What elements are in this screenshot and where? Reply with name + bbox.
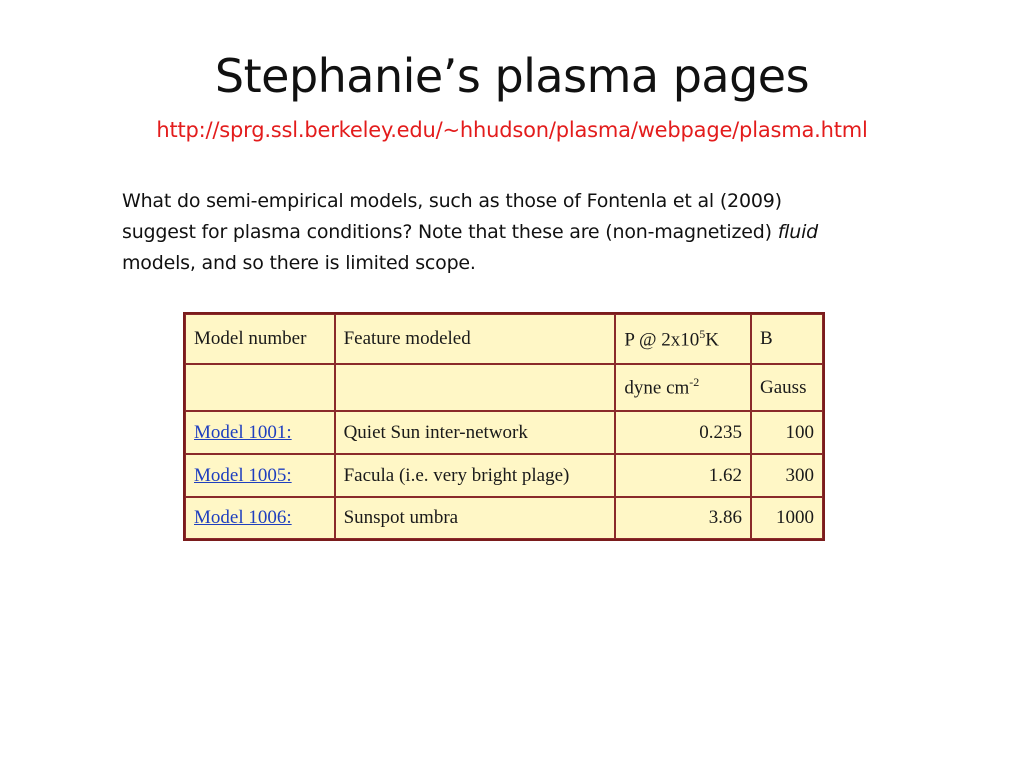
feature-cell: Quiet Sun inter-network [335,411,616,454]
model-link[interactable]: Model 1006: [194,507,292,528]
header-pressure-unit: K [705,329,719,351]
header-field: B [751,314,823,364]
table-header-row [185,314,823,364]
fluid-emphasis: fluid [777,221,819,243]
field-cell: 300 [751,454,823,497]
model-cell [185,497,335,539]
units-field: Gauss [751,364,823,411]
body-line-1: What do semi-empirical models, such as those of Fontenla et al (2009) [122,190,782,212]
field-cell: 100 [751,411,823,454]
body-line-2 [122,217,922,248]
models-table-frame [183,312,825,541]
pressure-cell: 0.235 [615,411,751,454]
models-table [185,314,823,539]
table-row [185,497,823,539]
body-line-3: models, and so there is limited scope. [122,252,476,274]
units-empty-2 [335,364,616,411]
header-model-number: Model number [185,314,335,364]
feature-cell: Facula (i.e. very bright plage) [335,454,616,497]
units-empty-1 [185,364,335,411]
field-cell: 1000 [751,497,823,539]
feature-cell: Sunspot umbra [335,497,616,539]
pressure-cell: 1.62 [615,454,751,497]
body-paragraph [122,186,922,279]
model-cell [185,411,335,454]
table-row [185,454,823,497]
units-pressure-exponent: -2 [689,375,700,390]
model-link[interactable]: Model 1005: [194,464,292,486]
header-feature-modeled: Feature modeled [335,314,616,364]
model-link[interactable]: Model 1001: [194,421,292,443]
table-row [185,411,823,454]
slide-title: Stephanie’s plasma pages [214,49,810,103]
header-pressure [615,314,751,364]
header-pressure-exponent: 5 [699,326,706,341]
pressure-cell: 3.86 [615,497,751,539]
body-line-2-text: suggest for plasma conditions? Note that these are (non-magnetized) [122,221,778,243]
source-url: http://sprg.ssl.berkeley.edu/~hhudson/plasma/webpage/plasma.html [156,118,868,142]
units-pressure [615,364,751,411]
model-cell [185,454,335,497]
header-pressure-base: P @ 2x10 [624,329,700,351]
units-pressure-base: dyne cm [624,377,690,399]
table-units-row [185,364,823,411]
